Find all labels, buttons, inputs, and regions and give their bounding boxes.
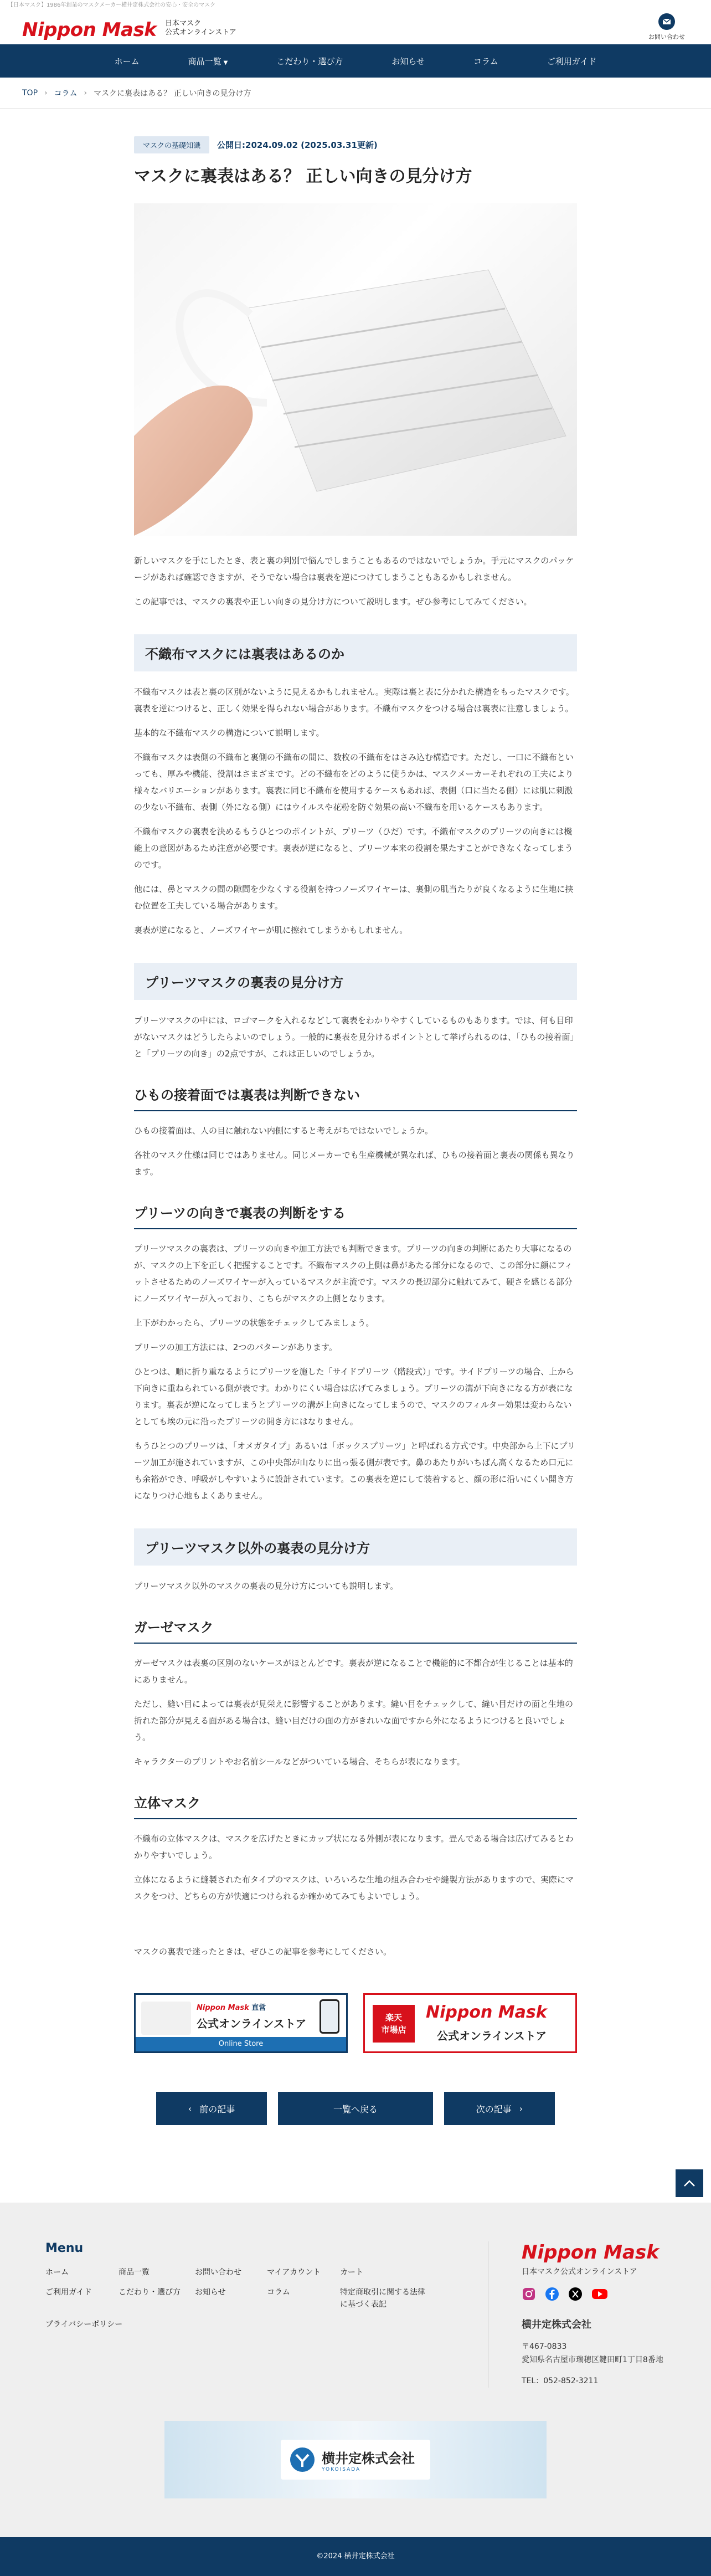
footer-link-guide[interactable]: こだわり・選び方 [118,2288,181,2297]
footer-link-cart[interactable]: カート [340,2268,363,2277]
contact-button[interactable] [645,13,689,41]
nav-news[interactable]: お知らせ [391,56,425,66]
site-footer [0,2203,711,2537]
company-name: 横井定株式会社 [522,2319,591,2331]
paragraph: 不織布マスクは表と裏の区別がないように見えるかもしれません。実際は裏と表に分かれた構造をもったマスクです。裏表を逆につけると、正しく効果を得られない場合があります。不織布マスクをつける場合は裏表に注意しましょう。 [134,687,574,714]
footer-logo[interactable]: Nippon Mask [522,2241,659,2264]
rakuten-badge [373,2005,415,2043]
breadcrumb-top[interactable]: TOP [22,88,38,98]
footer-link-products[interactable]: 商品一覧 [118,2268,150,2277]
left-banner-foot: Online Store [136,2037,346,2051]
publish-date: 公開日:2024.09.02 (2025.03.31更新) [217,140,378,150]
subsection-heading: 立体マスク [134,1792,577,1819]
paragraph: ガーゼマスクは表裏の区別のないケースがほとんどです。裏表が逆になることで機能的に不都合が生じることは基本的にありません。 [134,1658,573,1685]
paragraph: プリーツマスク以外のマスクの裏表の見分け方についても説明します。 [134,1581,399,1591]
section-heading: プリーツマスクの裏表の見分け方 [134,963,577,1000]
chevron-down-icon: ▼ [223,59,228,66]
footer-menu [45,2241,488,2388]
smartphone-icon [320,1999,339,2034]
company-banner-plate [281,2440,430,2480]
left-banner-direct: 直営 [251,2004,266,2012]
site-header [0,11,711,44]
nav-usage-guide[interactable]: ご利用ガイド [547,56,597,66]
right-banner-store: 公式オンラインストア [437,2029,547,2043]
company-banner-name: 横井定株式会社 [322,2450,415,2466]
prev-article-button[interactable] [156,2092,267,2125]
paragraph: 立体になるように縫製された布タイプのマスクは、いろいろな生地の組み合わせや縫製方法がありますので、実際にマスクをつけ、どちらの方が快適につけられるか確かめてみてもよいでしょう。 [134,1875,574,1901]
copyright: ©2024 横井定株式会社 [0,2537,711,2576]
footer-link-column[interactable]: コラム [267,2288,290,2297]
nav-home[interactable]: ホーム [114,56,140,66]
section-heading: プリーツマスク以外の裏表の見分け方 [134,1528,577,1566]
subsection-heading: ガーゼマスク [134,1617,577,1644]
instagram-icon[interactable] [522,2287,536,2301]
footer-menu-title: Menu [45,2241,84,2255]
section-heading: 不織布マスクには裏表はあるのか [134,634,577,671]
company-banner-en: YOKOISADA [322,2466,361,2472]
article-pager [134,2092,577,2125]
rakuten-market-label: 市場店 [381,2025,406,2035]
site-logo[interactable]: Nippon Mask [22,19,157,41]
chevron-right-icon: › [519,2103,523,2114]
company-tel: TEL：052-852-3211 [522,2377,599,2385]
paragraph: もうひとつのプリーツは、「オメガタイプ」あるいは「ボックスプリーツ」と呼ばれる方式です。中央部から上下にプリーツ加工が施されていますが、この中央部が山なりに出っ張る側が表です。鼻のあたりがいちばん高くなるため口元にも余裕ができ、呼吸がしやすいように設計されています。この裏表を逆にして装着すると、顔の形に沿いにくい開き方になりつけ心地もよくありません。 [134,1441,575,1501]
article-meta [134,136,577,153]
contact-label: お問い合わせ [648,33,685,40]
paragraph: 他には、鼻とマスクの間の隙間を少なくする役割を持つノーズワイヤーは、裏側の肌当たりが良くなるように生地に挟む位置を工夫している場合があります。 [134,884,574,911]
global-nav [0,44,711,78]
footer-link-legal[interactable]: 特定商取引に関する法律に基づく表記 [340,2288,425,2309]
subsection-heading: ひもの接着面では裏表は判断できない [134,1084,577,1111]
paragraph: 裏表が逆になると、ノーズワイヤーが肌に擦れてしまうかもしれません。 [134,925,408,935]
back-to-list-button[interactable]: 一覧へ戻る [278,2092,433,2125]
rakuten-store-banner[interactable] [363,1993,577,2053]
paragraph: キャラクターのプリントやお名前シールなどがついている場合、そちらが表になります。 [134,1757,465,1767]
article-title: マスクに裏表はある？ 正しい向きの見分け方 [134,167,472,186]
next-label: 次の記事 [476,2103,512,2115]
paragraph: 不織布マスクは表側の不織布と裏側の不織布の間に、数枚の不織布をはさみ込む構造です。ただし、一口に不織布といっても、厚みや機能、役割はさまざまです。どの不織布をどのように使うかは、マスクメーカーそれぞれの工夫により様々なバリエーションがあります。裏表に同じ不織布を使用するケースもあれば、表側（口に当たる側）には肌に刺激の少ない不織布、表側（外になる側）にはウイルスや花粉を防ぐ効果の高い不織布を用いるケースもあります。 [134,752,574,812]
chevron-left-icon: ‹ [188,2103,192,2114]
paragraph: 基本的な不織布マスクの構造について説明します。 [134,728,324,738]
company-logo-icon [288,2446,316,2474]
breadcrumb [0,78,711,109]
paragraph: ひもの接着面は、人の目に触れない内側にすると考えがちではないでしょうか。 [134,1126,433,1136]
back-to-top-button[interactable] [676,2169,703,2197]
mask-thumbnail [141,2002,191,2035]
nav-products[interactable] [188,55,228,67]
footer-link-usage-guide[interactable]: ご利用ガイド [45,2288,92,2297]
paragraph: プリーツマスクの裏表は、プリーツの向きや加工方法でも判断できます。プリーツの向きの判断にあたり大事になるのが、マスクの上下を正しく把握することです。不織布マスクの上側は鼻があたる部分になるので、この部分に顔にフィットさせるためのノーズワイヤーが入っているマスクが主流です。マスクの長辺部分に触れてみて、硬さを感じる部分にノーズワイヤーが入っており、こちらがマスクの上側となります。 [134,1244,573,1304]
subsection-heading: プリーツの向きで裏表の判断をする [134,1202,577,1229]
paragraph: 上下がわかったら、プリーツの状態をチェックしてみましょう。 [134,1318,374,1328]
logo-sub-line2: 公式オンラインストア [165,28,236,37]
footer-link-home[interactable]: ホーム [45,2268,69,2277]
paragraph: ただし、縫い目によっては裏表が見栄えに影響することがあります。縫い目をチェックして、縫い目だけの面と生地の折れた部分が見える面がある場合は、縫い目だけの面の方がきれいな面ですから外になるようにつけると良いでしょう。 [134,1699,574,1742]
x-icon[interactable] [568,2287,583,2301]
company-postal: 〒467-0833 [522,2342,567,2351]
nav-products-label: 商品一覧 [188,56,221,66]
footer-link-contact[interactable]: お問い合わせ [195,2268,241,2277]
footer-link-news[interactable]: お知らせ [195,2288,226,2297]
chevron-right-icon: › [44,88,48,98]
paragraph: プリーツマスクの中には、ロゴマークを入れるなどして裏表をわかりやすくしているものもあります。では、何も目印がないマスクはどうしたらよいのでしょう。一般的に裏表を見分けるポイントとして挙げられるのは、「ひもの接着面」と「プリーツの向き」の2点ですが、これは正しいのでしょうか。 [134,1015,575,1059]
store-banners [134,1993,577,2053]
company-banner[interactable] [164,2421,547,2498]
facebook-icon[interactable] [545,2287,559,2301]
paragraph: 各社のマスク仕様は同じではありません。同じメーカーでも生産機械が異なれば、ひもの接着面と裏表の関係も異なります。 [134,1150,575,1177]
paragraph: プリーツの加工方法には、2つのパターンがあります。 [134,1342,337,1352]
prev-label: 前の記事 [199,2103,235,2115]
hero-image [134,203,577,536]
next-article-button[interactable] [444,2092,555,2125]
official-store-banner[interactable] [134,1993,348,2053]
breadcrumb-current: マスクに裏表はある？ 正しい向きの見分け方 [94,89,251,98]
footer-company [488,2241,666,2388]
rakuten-label: 楽天 [385,2013,402,2023]
chevron-right-icon: › [84,88,87,98]
paragraph: 不織布マスクの裏表を決めるもうひとつのポイントが、プリーツ（ひだ）です。不織布マスクのプリーツの向きには機能上の意図があるため注意が必要です。裏表が逆になると、プリーツ本来の役割を果たすことができなくなってしまうのです。 [134,827,573,870]
social-links [522,2287,666,2301]
intro-p1: 新しいマスクを手にしたとき、表と裏の判別で悩んでしまうこともあるのではないでしょうか。手元にマスクのパッケージがあれば確認できますが、そうでない場合は裏表を逆につけてしまうこともあるかもしれません。 [134,556,574,582]
mail-icon [658,13,675,30]
closing-paragraph: マスクの裏表で迷ったときは、ぜひこの記事を参考にしてください。 [134,1947,392,1957]
footer-link-privacy[interactable]: プライバシーポリシー [45,2320,123,2329]
nav-column[interactable]: コラム [473,56,498,66]
article [134,109,577,2125]
company-address: 愛知県名古屋市瑞穂区鍵田町1丁目8番地 [522,2356,663,2364]
top-note: 【日本マスク】1986年創業のマスクメーカー横井定株式会社の安心・安全のマスク [8,2,216,8]
site-logo-subtitle [165,19,236,37]
breadcrumb-column[interactable]: コラム [54,89,78,98]
intro-p2: この記事では、マスクの裏表や正しい向きの見分け方について説明します。ぜひ参考にしてみてください。 [134,597,532,607]
left-banner-brand: Nippon Mask [197,2004,249,2012]
left-banner-store: 公式オンラインストア [197,2017,307,2030]
nav-guide[interactable]: こだわり・選び方 [276,56,343,66]
chevron-up-icon [683,2179,695,2187]
right-banner-brand: Nippon Mask [426,2003,547,2022]
youtube-icon[interactable] [591,2287,608,2301]
category-badge[interactable]: マスクの基礎知識 [134,136,209,153]
paragraph: ひとつは、順に折り重なるようにプリーツを施した「サイドプリーツ（階段式）」です。サイドプリーツの場合、上から下向きに重ねられている側が表です。わかりにくい場合は広げてみましょう。プリーツの溝が下向きになる方が表になります。裏表が逆になってしまうとプリーツの溝が上向きになってしまうので、マスクのフィルター効果は変わらないとしても埃の元に沿ったプリーツの開き方にはなりません。 [134,1367,574,1426]
footer-link-account[interactable]: マイアカウント [267,2268,321,2277]
logo-sub-line1: 日本マスク [165,19,202,28]
paragraph: 不織布の立体マスクは、マスクを広げたときにカップ状になる外側が表になります。畳んである場合は広げてみるとわかりやすいでしょう。 [134,1834,574,1860]
footer-logo-sub: 日本マスク公式オンラインストア [522,2267,637,2276]
